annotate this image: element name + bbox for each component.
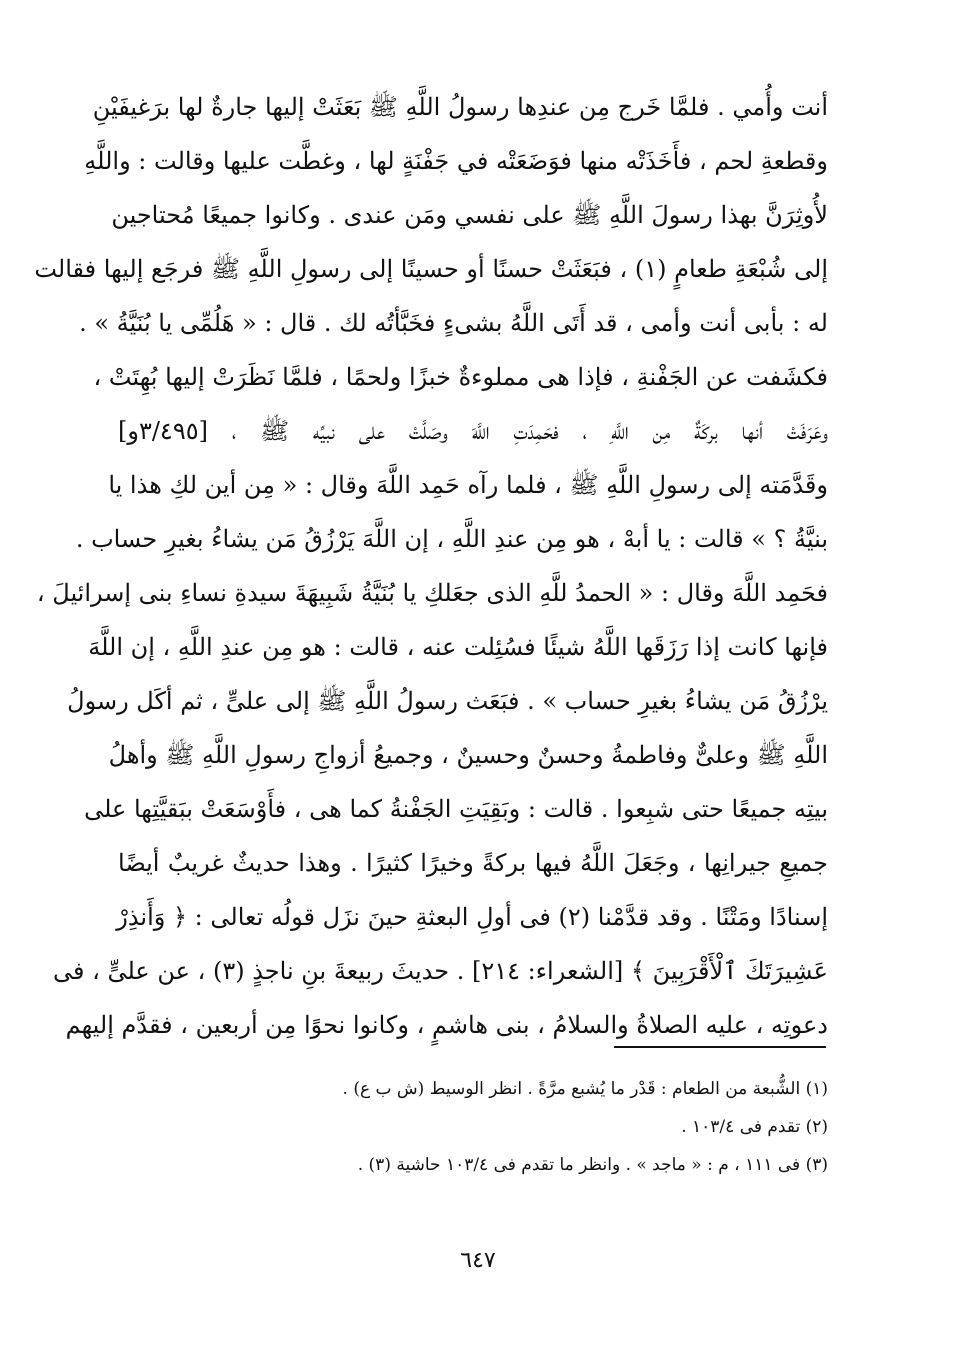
text-line-6: فكشَفت عن الجَفْنةِ ، فإذا هى مملوءةٌ خبزًا ولحمًا ، فلمَّا نَظَرَتْ إليها بُهِتَتْ ، (93, 363, 828, 391)
footnote-divider (614, 1046, 826, 1048)
text-line-12: يرْزُقُ مَن يشاءُ بغيرِ حساب » . فبَعَث رسولُ اللَّهِ ﷺ إلى علىٍّ ، ثم أكَل رسولُ (67, 687, 828, 715)
text-line-5: له : بأبى أنت وأمى ، قد أَتَى اللَّهُ بشىءٍ فخَبَّأتُه لك . قال : « هَلُمِّى يا بُنَيَّةُ » . (79, 309, 828, 337)
text-line-8: وقَدَّمَته إلى رسولِ اللَّهِ ﷺ ، فلما رآه حَمِد اللَّهَ وقال : « مِن أين لكِ هذا يا (108, 471, 828, 499)
footnote-3: (٣) فى ١١١ ، م : « ماجد » . وانظر ما تقدم فى ١٠٣/٤ حاشية (٣) . (357, 1155, 828, 1175)
text-line-11: فإنها كانت إذا رَزَقَها اللَّهُ شيئًا فسُئِلت عنه ، قالت : هو مِن عندِ اللَّهِ ، إن اللَّهَ (88, 633, 828, 661)
text-line-1: أنت وأُمي . فلمَّا خَرج مِن عندِها رسولُ اللَّهِ ﷺ بَعَثَتْ إليها جارةٌ لها برَغيفَيْنِ (92, 93, 828, 121)
text-line-13: اللَّهِ ﷺ وعلىٌّ وفاطمةُ وحسنٌ وحسينٌ ، وجميعُ أزواجِ رسولِ اللَّهِ ﷺ وأهلُ (108, 741, 828, 769)
footnote-1: (١) الشُّبعة من الطعام : قَدْر ما يُشبع مرَّةً . انظر الوسيط (ش ب ع) . (342, 1079, 828, 1099)
text-line-3: لأُوثِرَنَّ بهذا رسولَ اللَّهِ ﷺ على نفسي ومَن عندى . وكانوا جميعًا مُحتاجين (111, 201, 828, 229)
text-line-17: عَشِيرَتَكَ ٱلْأَقْرَبِينَ ﴾ [الشعراء: ٢١٤] . حديثَ ربيعةَ بنِ ناجذٍ (٣) ، عن علىٍّ ، فى (52, 957, 828, 985)
text-line-9: بنيَّةُ ؟ » قالت : يا أبهْ ، هو مِن عندِ اللَّهِ ، إن اللَّهَ يَرْزُقُ مَن يشاءُ بغيرِ حساب . (75, 525, 828, 553)
text-line-14: بيتِه جميعًا حتى شبِعوا . قالت : وبَقِيَتِ الجَفْنةُ كما هى ، فأَوْسَعَتْ ببَقيَّتِها على (84, 795, 828, 823)
text-line-16: إسنادًا ومَتْنًا . وقد قدَّمْنا (٢) فى أولِ البعثةِ حينَ نزَل قولُه تعالى : ﴿ وَأَنذِرْ (116, 903, 828, 931)
page-number: ٦٤٧ (460, 1248, 496, 1273)
text-line-10: فحَمِد اللَّهَ وقال : « الحمدُ للَّهِ الذى جعَلكِ يا بُنَيَّةُ شَبِيهَةَ سيدةِ نساءِ بنى إسرائيلَ ، (36, 579, 828, 607)
text-line-2: وقطعةِ لحم ، فأَخَذَتْه منها فوَضَعَتْه في جَفْنَةٍ لها ، وغطَّت عليها وقالت : واللَّهِ (84, 147, 828, 175)
text-line-18: دعوتِه ، عليه الصلاةُ والسلامُ ، بنى هاشمٍ ، وكانوا نحوًا مِن أربعين ، فقدَّم إليهم (65, 1011, 828, 1039)
text-line-7: وعَرَفَتْ أنها بركَةٌ مِن اللَّهِ ، فحَمِدَتِ اللَّهَ وصَلَّتْ على نبيِّه ﷺ ، [٣/٤٩٥و] (118, 417, 828, 445)
text-line-4: إلى شُبْعَةِ طعامٍ (١) ، فبَعَثَتْ حسنًا أو حسينًا إلى رسولِ اللَّهِ ﷺ فرجَع إليها فقالت (34, 255, 828, 283)
footnotes (118, 1070, 828, 1184)
main-text-body (34, 80, 828, 1052)
footnote-2: (٢) تقدم فى ١٠٣/٤ . (681, 1117, 828, 1137)
text-line-15: جميعِ جيرانِها ، وجَعَلَ اللَّهُ فيها بركةً وخيرًا كثيرًا . وهذا حديثٌ غريبٌ أيضًا (118, 849, 828, 877)
